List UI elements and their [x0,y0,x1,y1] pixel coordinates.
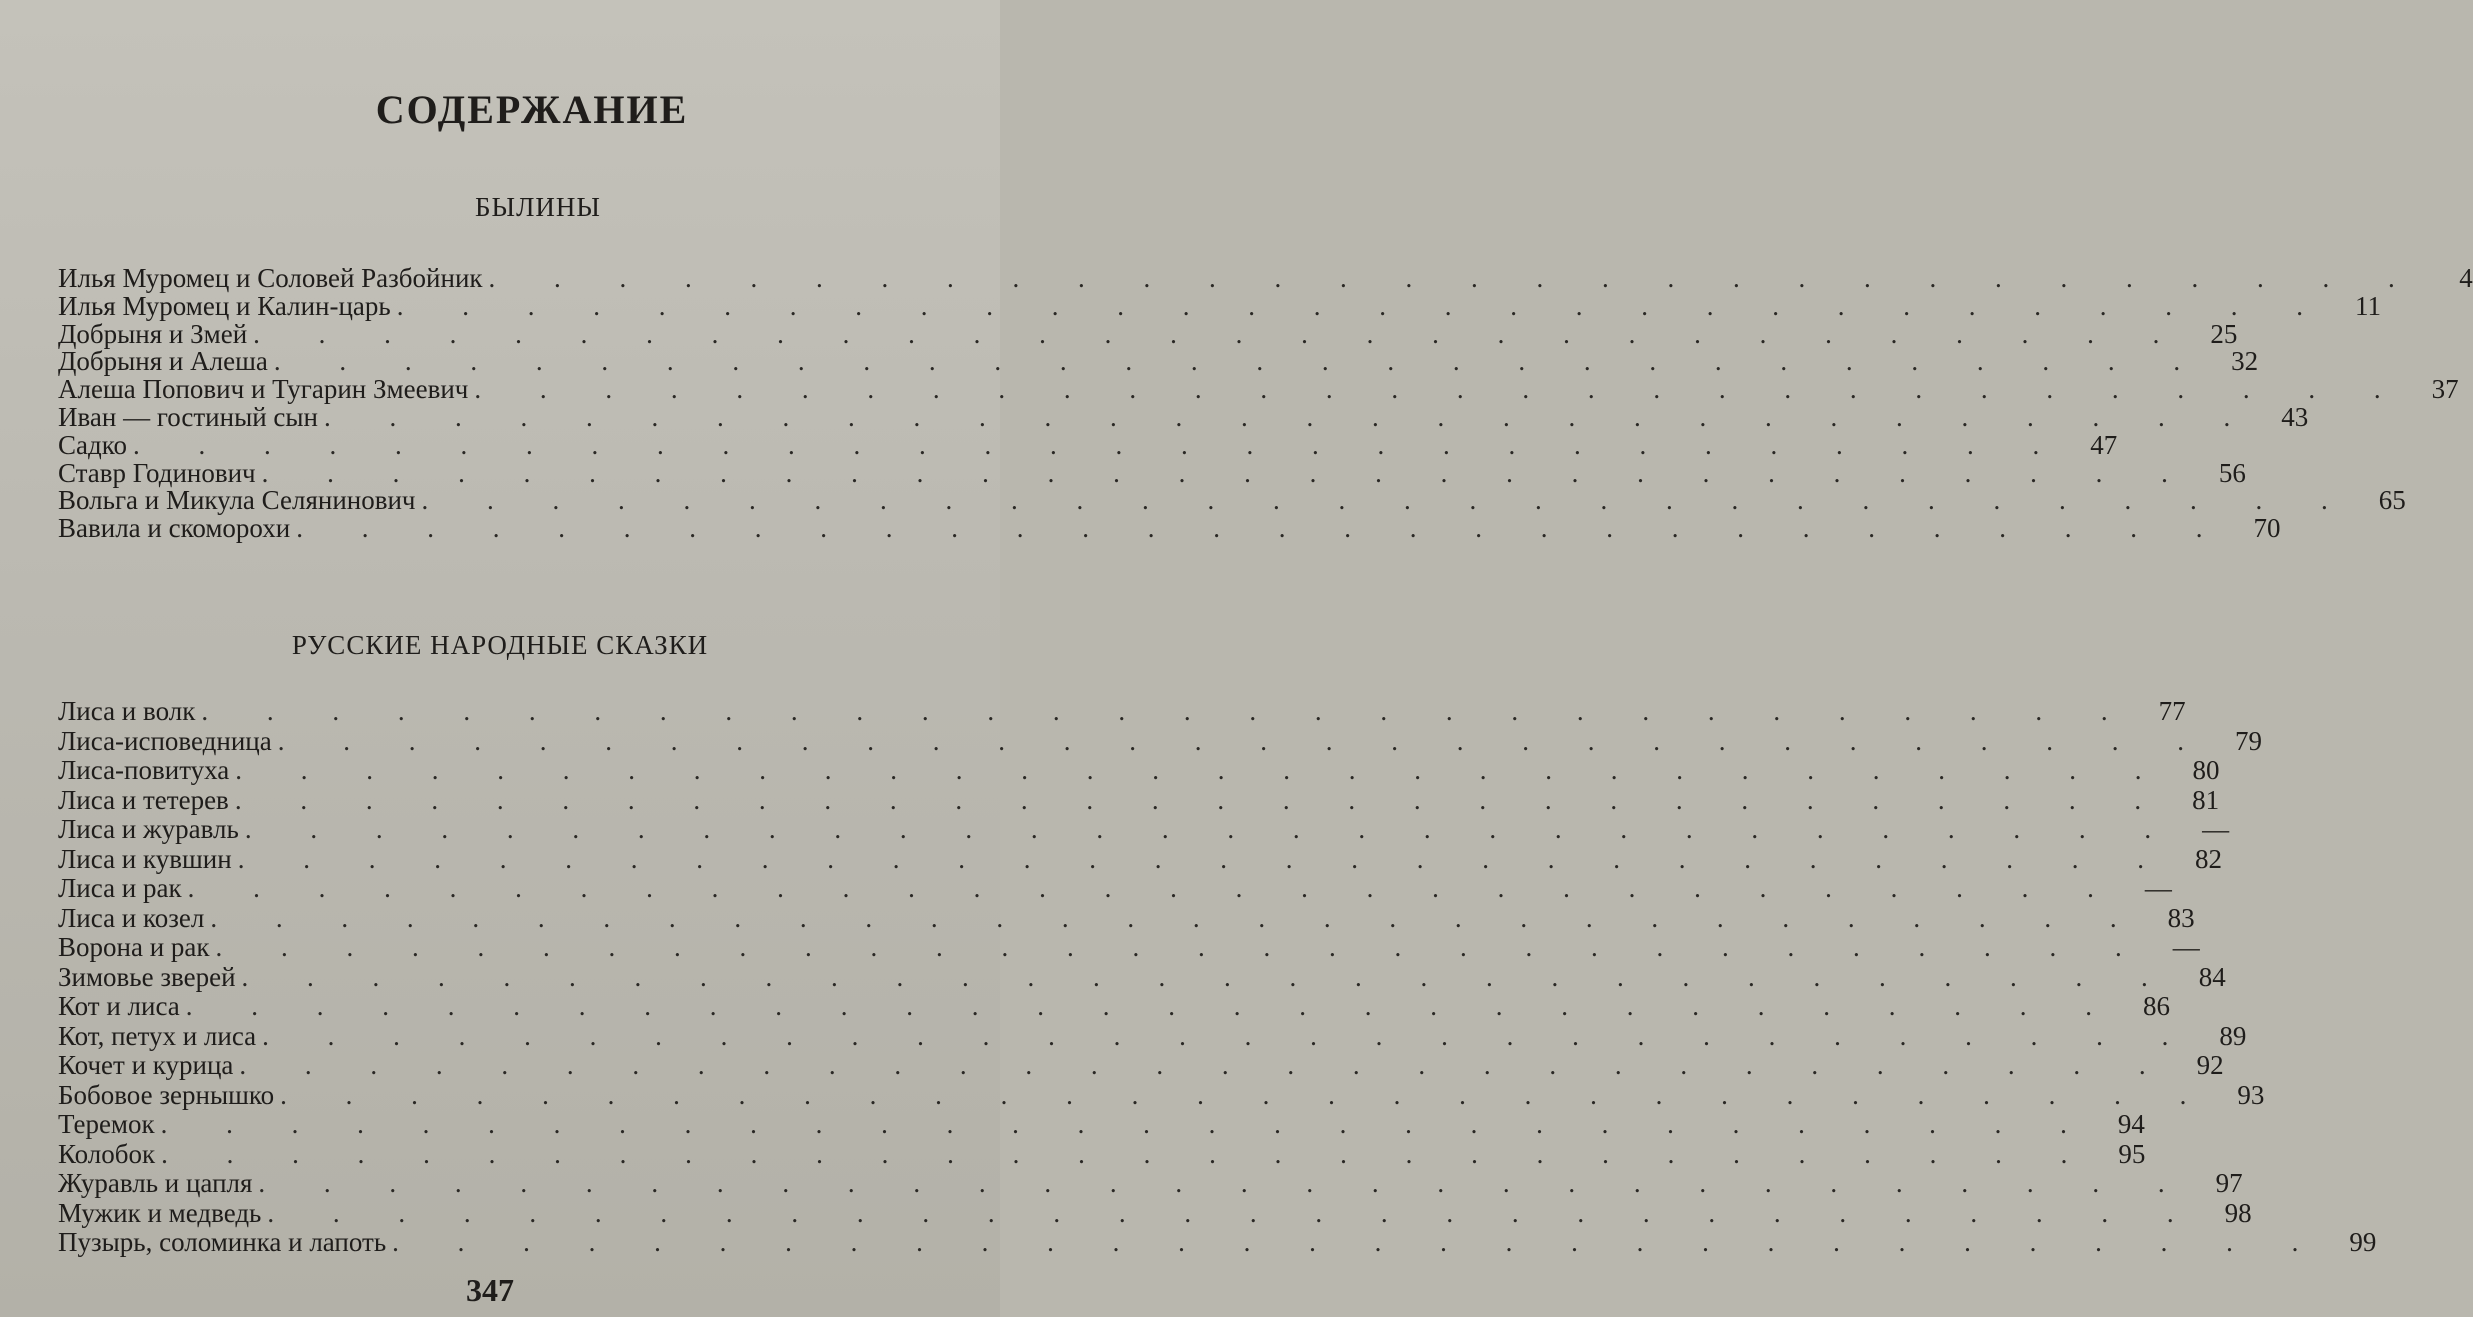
toc-entry-page: 97 [2215,1168,2243,1198]
toc-entry-page: 99 [2349,1227,2377,1257]
toc-dot-leader: . . . . . . . . . . . . . . . . . . . . . . . . . . . . . . [277,725,2210,756]
toc-dot-leader: . . . . . . . . . . . . . . . . . . . . . . . . . . . . . . [237,843,2170,874]
toc-dot-leader: . . . . . . . . . . . . . . . . . . . . . . . . . . . . . . [185,991,2119,1021]
toc-dot-leader: . . . . . . . . . . . . . . . . . . . . . . . . . . . . . . [210,902,2143,933]
toc-dot-leader: . . . . . . . . . . . . . . . . . . . . . . . . . . . . . . [421,485,2354,516]
toc-entry [58,902,2195,934]
toc-entry-page: 32 [2231,346,2259,377]
toc-dot-leader: . . . . . . . . . . . . . . . . . . . . . . . . . . . . . . [244,814,2178,844]
toc-entry-title: Добрыня и Змей [58,318,248,349]
toc-entry [58,457,2246,488]
toc-entry-title: Лиса и журавль [58,814,239,844]
toc-entry [58,873,2172,904]
toc-entry-page: 92 [2196,1050,2224,1080]
toc-entry-page: 80 [2192,755,2220,785]
toc-entry-page: 83 [2167,902,2195,933]
toc-dot-leader: . . . . . . . . . . . . . . . . . . . . . . . . . . . . . . [273,346,2207,377]
toc-entry [58,1050,2224,1081]
toc-entry-page: 79 [2234,725,2262,756]
toc-entry [58,1109,2145,1140]
toc-entry-page: 86 [2143,991,2171,1021]
toc-entry-title: Журавль и цапля [58,1168,253,1198]
toc-entry [58,1020,2247,1052]
toc-dot-leader: . . . . . . . . . . . . . . . . . . . . . . . . . . . . . . [396,290,2329,321]
page-title: СОДЕРЖАНИЕ [375,87,689,132]
toc-entry [58,346,2259,377]
toc-entry-page: 81 [2192,784,2220,815]
toc-entry-title: Лиса и волк [58,696,196,726]
toc-entry [58,991,2171,1022]
toc-entry-page: 70 [2253,513,2281,544]
toc-entry-title: Кочет и курица [58,1050,234,1080]
toc-dot-leader: . . . . . . . . . . . . . . . . . . . . . . . . . . . . . . [160,1109,2093,1139]
toc-entry-title: Лиса и козел [58,902,205,933]
toc-entry [58,814,2230,845]
toc-entry-page: 98 [2224,1197,2252,1228]
toc-dot-leader: . . . . . . . . . . . . . . . . . . . . . . . . . . . . . . [132,429,2066,460]
toc-dot-leader: . . . . . . . . . . . . . . . . . . . . . . . . . . . . . . [253,318,2186,349]
toc-entry-page: 47 [2090,429,2118,460]
toc-dot-leader: . . . . . . . . . . . . . . . . . . . . . . . . . . . . . . [258,1168,2191,1198]
toc-dot-leader: . . . . . . . . . . . . . . . . . . . . . . . . . . . . . . [215,932,2148,962]
page-number: 347 [466,1272,514,1308]
toc-entry-title: Пузырь, соломинка и лапоть [58,1227,387,1257]
toc-entry-title: Кот и лиса [58,991,180,1021]
toc-entry [58,1138,2146,1170]
toc-entry-page: 77 [2158,696,2186,726]
toc-dot-leader: . . . . . . . . . . . . . . . . . . . . . . . . . . . . . . [261,457,2194,488]
toc-entry-page: — [2202,814,2230,844]
toc-entry-title: Садко [58,429,127,460]
toc-dot-leader: . . . . . . . . . . . . . . . . . . . . . . . . . . . . . . [241,961,2174,992]
toc-entry [58,843,2222,875]
toc-entry [58,513,2281,544]
toc-entry-page: — [2172,932,2200,962]
toc-dot-leader: . . . . . . . . . . . . . . . . . . . . . . . . . . . . . . [262,1020,2195,1051]
toc-entry [58,1227,2377,1258]
toc-entry-page: 43 [2281,401,2309,432]
toc-entry [58,429,2118,460]
toc-entry-title: Алеша Попович и Тугарин Змеевич [58,374,469,405]
toc-entry-page: 56 [2218,457,2246,488]
toc-entry-page: 37 [2431,374,2459,405]
toc-entry-title: Кот, петух и лиса [58,1020,257,1051]
toc-entry [58,1079,2265,1111]
toc-dot-leader: . . . . . . . . . . . . . . . . . . . . . . . . . . . . . . [324,401,2257,432]
toc-entry-title: Лиса-исповедница [58,725,272,756]
toc-dot-leader: . . . . . . . . . . . . . . . . . . . . . . . . . . . . . . [392,1227,2325,1257]
toc-entry [58,290,2381,321]
toc-entry-page: — [2144,873,2172,903]
toc-entry-title: Иван — гостиный сын [58,401,318,432]
toc-entry-page: 4 [2459,263,2473,293]
toc-entry [58,755,2220,786]
toc-dot-leader: . . . . . . . . . . . . . . . . . . . . . . . . . . . . . . [235,755,2168,785]
toc-entry-page: 93 [2237,1079,2265,1110]
toc-entry-title: Ставр Годинович [58,457,256,488]
toc-entry-title: Бобовое зернышко [58,1079,275,1110]
toc-entry-page: 65 [2378,485,2406,516]
toc-dot-leader: . . . . . . . . . . . . . . . . . . . . . . . . . . . . . . [161,1138,2094,1169]
toc-entry [58,374,2459,405]
toc-dot-leader: . . . . . . . . . . . . . . . . . . . . . . . . . . . . . . [187,873,2120,903]
section-title-skazki: РУССКИЕ НАРОДНЫЕ СКАЗКИ [291,630,709,660]
toc-entry [58,1168,2243,1199]
toc-dot-leader: . . . . . . . . . . . . . . . . . . . . . . . . . . . . . . [296,513,2229,544]
toc-entry [58,725,2262,757]
toc-entry-page: 95 [2118,1138,2146,1169]
toc-dot-leader: . . . . . . . . . . . . . . . . . . . . . . . . . . . . . . [267,1197,2200,1228]
toc-dot-leader: . . . . . . . . . . . . . . . . . . . . . . . . . . . . . . [239,1050,2172,1080]
toc-entry-title: Лиса и рак [58,873,182,903]
toc-list-skazki [58,696,2377,1258]
toc-entry-page: 82 [2194,843,2222,874]
toc-dot-leader: . . . . . . . . . . . . . . . . . . . . . . . . . . . . . . [201,696,2134,726]
toc-entry [58,1197,2252,1229]
section-title-byliny: БЫЛИНЫ [475,192,601,222]
toc-entry-title: Мужик и медведь [58,1197,262,1228]
toc-entry [58,696,2186,727]
toc-entry-page: 94 [2117,1109,2145,1139]
toc-entry-title: Лиса и кувшин [58,843,232,874]
toc-entry-title: Илья Муромец и Соловей Разбойник [58,263,483,293]
toc-entry-page: 11 [2354,290,2381,321]
toc-entry-title: Колобок [58,1138,156,1169]
toc-entry [58,932,2200,963]
toc-entry [58,318,2238,349]
toc-entry-title: Лиса и тетерев [58,784,229,815]
toc-dot-leader: . . . . . . . . . . . . . . . . . . . . . . . . . . . . . . [488,263,2421,293]
toc-entry [58,485,2406,516]
toc-entry-title: Илья Муромец и Калин-царь [58,290,391,321]
toc-entry [58,784,2220,816]
toc-entry-page: 25 [2210,318,2238,349]
toc-list-byliny [58,263,2473,544]
toc-entry-title: Теремок [58,1109,155,1139]
toc-entry-title: Зимовье зверей [58,961,236,992]
toc-entry-title: Лиса-повитуха [58,755,230,785]
toc-dot-leader: . . . . . . . . . . . . . . . . . . . . . . . . . . . . . . [474,374,2407,405]
toc-entry-title: Вольга и Микула Селянинович [58,485,416,516]
toc-entry-page: 84 [2198,961,2226,992]
toc-entry [58,263,2473,293]
toc-entry-title: Вавила и скоморохи [58,513,291,544]
toc-entry [58,961,2226,993]
toc-dot-leader: . . . . . . . . . . . . . . . . . . . . . . . . . . . . . . [234,784,2168,815]
toc-entry-title: Добрыня и Алеша [58,346,268,377]
toc-entry [58,401,2309,432]
toc-dot-leader: . . . . . . . . . . . . . . . . . . . . . . . . . . . . . . [280,1079,2213,1110]
toc-entry-title: Ворона и рак [58,932,210,962]
toc-entry-page: 89 [2219,1020,2247,1051]
